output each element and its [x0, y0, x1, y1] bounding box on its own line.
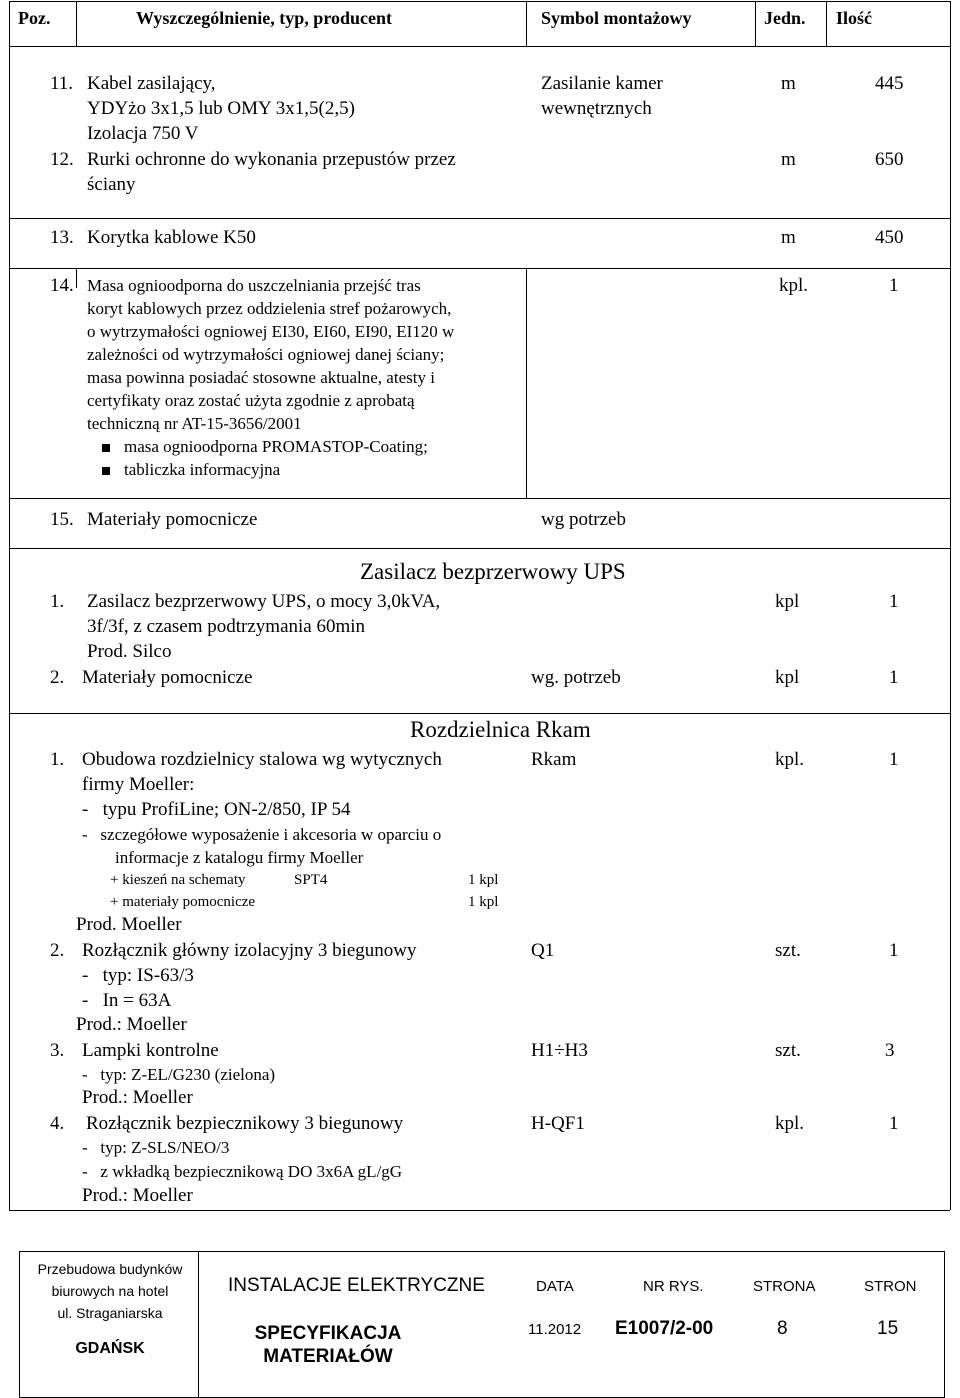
- section-title-rkam: Rozdzielnica Rkam: [410, 717, 591, 742]
- col-divider-desc: [526, 1, 527, 46]
- row-sep: [9, 218, 950, 219]
- row-14-line: Masa ognioodporna do uszczelniania przejść tras: [87, 276, 421, 295]
- section-title-ups: Zasilacz bezprzerwowy UPS: [360, 559, 626, 584]
- ups-row-1-num: 1.: [50, 591, 65, 612]
- rkam-row-2-line: Rozłącznik główny izolacyjny 3 biegunowy: [82, 940, 417, 961]
- row-11-symbol: wewnętrznych: [541, 98, 652, 119]
- col-divider-poz: [76, 1, 77, 46]
- rkam-row-4-line: Rozłącznik bezpiecznikowy 3 biegunowy: [86, 1113, 404, 1134]
- footer-drawing-value: E1007/2-00: [615, 1318, 714, 1339]
- ups-row-1-line: Prod. Silco: [87, 641, 172, 662]
- rkam-row-1-symbol: Rkam: [531, 749, 577, 770]
- col-divider-unit: [826, 1, 827, 46]
- header-desc: Wyszczególnienie, typ, producent: [136, 8, 392, 28]
- ups-row-2-unit: kpl: [775, 667, 800, 688]
- ups-row-2-text: Materiały pomocnicze: [82, 667, 253, 688]
- table-left-border: [9, 1, 10, 1210]
- ups-row-1-line: 3f/3f, z czasem podtrzymania 60min: [87, 616, 366, 637]
- row-12-qty: 650: [875, 149, 904, 170]
- rkam-row-1-unit: kpl.: [775, 749, 805, 770]
- footer-left-border: [19, 1251, 20, 1397]
- header-symbol: Symbol montażowy: [541, 8, 692, 28]
- footer-project-line: biurowych na hotel: [51, 1283, 169, 1299]
- row-13-text: Korytka kablowe K50: [87, 227, 256, 248]
- row-15-text: Materiały pomocnicze: [87, 509, 258, 530]
- row-11-line: YDYżo 3x1,5 lub OMY 3x1,5(2,5): [87, 98, 355, 119]
- rkam-row-4-num: 4.: [50, 1113, 65, 1134]
- row-14-num: 14.: [50, 275, 74, 296]
- row-sep: [9, 713, 950, 714]
- header-poz: Poz.: [18, 8, 51, 28]
- rkam-row-2-line: Prod.: Moeller: [76, 1014, 187, 1035]
- row-sep: [9, 548, 950, 549]
- rkam-row-2-line: - typ: IS-63/3: [82, 965, 194, 986]
- footer-page-value: 8: [777, 1318, 788, 1339]
- row-12-line: Rurki ochronne do wykonania przepustów przez: [87, 149, 456, 170]
- rkam-row-4-line: Prod.: Moeller: [82, 1185, 193, 1206]
- footer-project-line: Przebudowa budynków: [37, 1261, 183, 1277]
- row-12-num: 12.: [50, 149, 74, 170]
- col-divider-r14: [526, 268, 527, 498]
- ups-row-1-qty: 1: [889, 591, 899, 612]
- footer-project: [30, 1258, 190, 1324]
- row-sep: [9, 268, 950, 269]
- row-13-num: 13.: [50, 227, 74, 248]
- footer-date-label: DATA: [536, 1278, 574, 1295]
- footer-date-value: 11.2012: [528, 1321, 582, 1338]
- bullet-square-icon: [102, 444, 110, 452]
- row-14-line: o wytrzymałości ogniowej EI30, EI60, EI90, EI120 w: [87, 322, 455, 341]
- bullet-text: tabliczka informacyjna: [124, 460, 281, 479]
- rkam-row-4-qty: 1: [889, 1113, 899, 1134]
- row-14-unit: kpl.: [779, 275, 809, 296]
- row-14-line: techniczną nr AT-15-3656/2001: [87, 414, 302, 433]
- bullet-square-icon: [102, 467, 110, 475]
- rkam-row-1-sub: - typu ProfiLine; ON-2/850, IP 54: [82, 799, 351, 820]
- rkam-row-2-symbol: Q1: [531, 940, 555, 961]
- row-11-qty: 445: [875, 73, 904, 94]
- ups-row-2-num: 2.: [50, 667, 65, 688]
- col-divider-symbol: [755, 1, 756, 46]
- row-15-num: 15.: [50, 509, 74, 530]
- rkam-row-4-symbol: H-QF1: [531, 1113, 585, 1134]
- footer-pages-label: STRON: [864, 1278, 917, 1295]
- row-14-line: koryt kablowych przez oddzielenia stref pożarowych,: [87, 299, 452, 318]
- rkam-row-3-unit: szt.: [775, 1040, 801, 1061]
- footer-city: GDAŃSK: [75, 1340, 145, 1357]
- footer-doc-title-line: SPECYFIKACJA: [254, 1323, 402, 1344]
- row-13-unit: m: [781, 227, 796, 248]
- ups-row-2-qty: 1: [889, 667, 899, 688]
- row-11-line: Kabel zasilający,: [87, 73, 216, 94]
- rkam-row-3-symbol: H1÷H3: [531, 1040, 588, 1061]
- rkam-row-1-num: 1.: [50, 749, 65, 770]
- rkam-row-3-qty: 3: [885, 1040, 895, 1061]
- footer-page-label: STRONA: [753, 1278, 816, 1295]
- rkam-row-1-item: + kieszeń na schematy: [110, 872, 246, 888]
- rkam-row-3-line: - typ: Z-EL/G230 (zielona): [82, 1065, 276, 1084]
- footer-pages-value: 15: [877, 1318, 899, 1339]
- table-top-border: [9, 1, 950, 2]
- row-13-qty: 450: [875, 227, 904, 248]
- row-12-unit: m: [781, 149, 796, 170]
- col-divider-r14-num: [76, 268, 77, 288]
- rkam-row-1-line: Obudowa rozdzielnicy stalowa wg wytycznych: [82, 749, 442, 770]
- rkam-row-1-line: firmy Moeller:: [82, 774, 195, 795]
- rkam-row-3-line: Prod.: Moeller: [82, 1087, 193, 1108]
- footer-doc-title: [208, 1322, 448, 1368]
- rkam-row-3-num: 3.: [50, 1040, 65, 1061]
- row-14-bullet-item: [102, 458, 280, 481]
- rkam-row-4-unit: kpl.: [775, 1113, 805, 1134]
- row-11-line: Izolacja 750 V: [87, 123, 199, 144]
- rkam-row-2-unit: szt.: [775, 940, 801, 961]
- rkam-row-1-qty: 1: [889, 749, 899, 770]
- rkam-row-4-line: - z wkładką bezpiecznikową DO 3x6A gL/gG: [82, 1162, 403, 1181]
- footer-divider: [198, 1251, 199, 1397]
- ups-row-1-unit: kpl: [775, 591, 800, 612]
- rkam-row-2-qty: 1: [889, 940, 899, 961]
- rkam-row-1-item-qty: 1 kpl: [468, 894, 499, 910]
- bullet-text: masa ognioodporna PROMASTOP-Coating;: [124, 437, 428, 456]
- row-14-line: certyfikaty oraz zostać użyta zgodnie z aprobatą: [87, 391, 415, 410]
- ups-row-1-line: Zasilacz bezprzerwowy UPS, o mocy 3,0kVA,: [87, 591, 441, 612]
- rkam-row-1-sub: informacje z katalogu firmy Moeller: [115, 848, 364, 867]
- rkam-row-1-item-code: SPT4: [294, 872, 328, 888]
- footer-discipline: INSTALACJE ELEKTRYCZNE: [228, 1275, 485, 1296]
- rkam-row-2-num: 2.: [50, 940, 65, 961]
- header-unit: Jedn.: [764, 8, 806, 28]
- rkam-row-1-item: + materiały pomocnicze: [110, 894, 256, 910]
- rkam-row-2-line: - In = 63A: [82, 990, 172, 1011]
- row-14-bullet-item: [102, 435, 428, 458]
- table-bottom-border: [9, 1210, 950, 1211]
- row-15-symbol: wg potrzeb: [541, 509, 626, 530]
- row-11-num: 11.: [50, 73, 74, 94]
- row-11-symbol: Zasilanie kamer: [541, 73, 663, 94]
- row-14-line: zależności od wytrzymałości ogniowej danej ściany;: [87, 345, 445, 364]
- rkam-row-4-line: - typ: Z-SLS/NEO/3: [82, 1138, 230, 1157]
- header-qty: Ilość: [836, 8, 872, 28]
- footer-drawing-label: NR RYS.: [643, 1278, 704, 1295]
- header-bottom-border: [9, 46, 950, 47]
- row-sep: [9, 498, 950, 499]
- footer-right-border: [944, 1251, 945, 1397]
- row-14-line: masa powinna posiadać stosowne aktualne, atesty i: [87, 368, 435, 387]
- footer-doc-title-line: MATERIAŁÓW: [263, 1346, 393, 1367]
- table-right-border: [950, 1, 951, 1210]
- rkam-row-3-line: Lampki kontrolne: [82, 1040, 219, 1061]
- ups-row-2-symbol: wg. potrzeb: [531, 667, 621, 688]
- rkam-row-1-prod: Prod. Moeller: [76, 914, 182, 935]
- rkam-row-1-item-qty: 1 kpl: [468, 872, 499, 888]
- row-14-qty: 1: [889, 275, 899, 296]
- footer-top-border: [19, 1251, 945, 1252]
- row-12-line: ściany: [87, 174, 136, 195]
- rkam-row-1-sub: - szczegółowe wyposażenie i akcesoria w oparciu o: [82, 825, 442, 844]
- row-11-unit: m: [781, 73, 796, 94]
- footer-project-line: ul. Straganiarska: [57, 1305, 163, 1321]
